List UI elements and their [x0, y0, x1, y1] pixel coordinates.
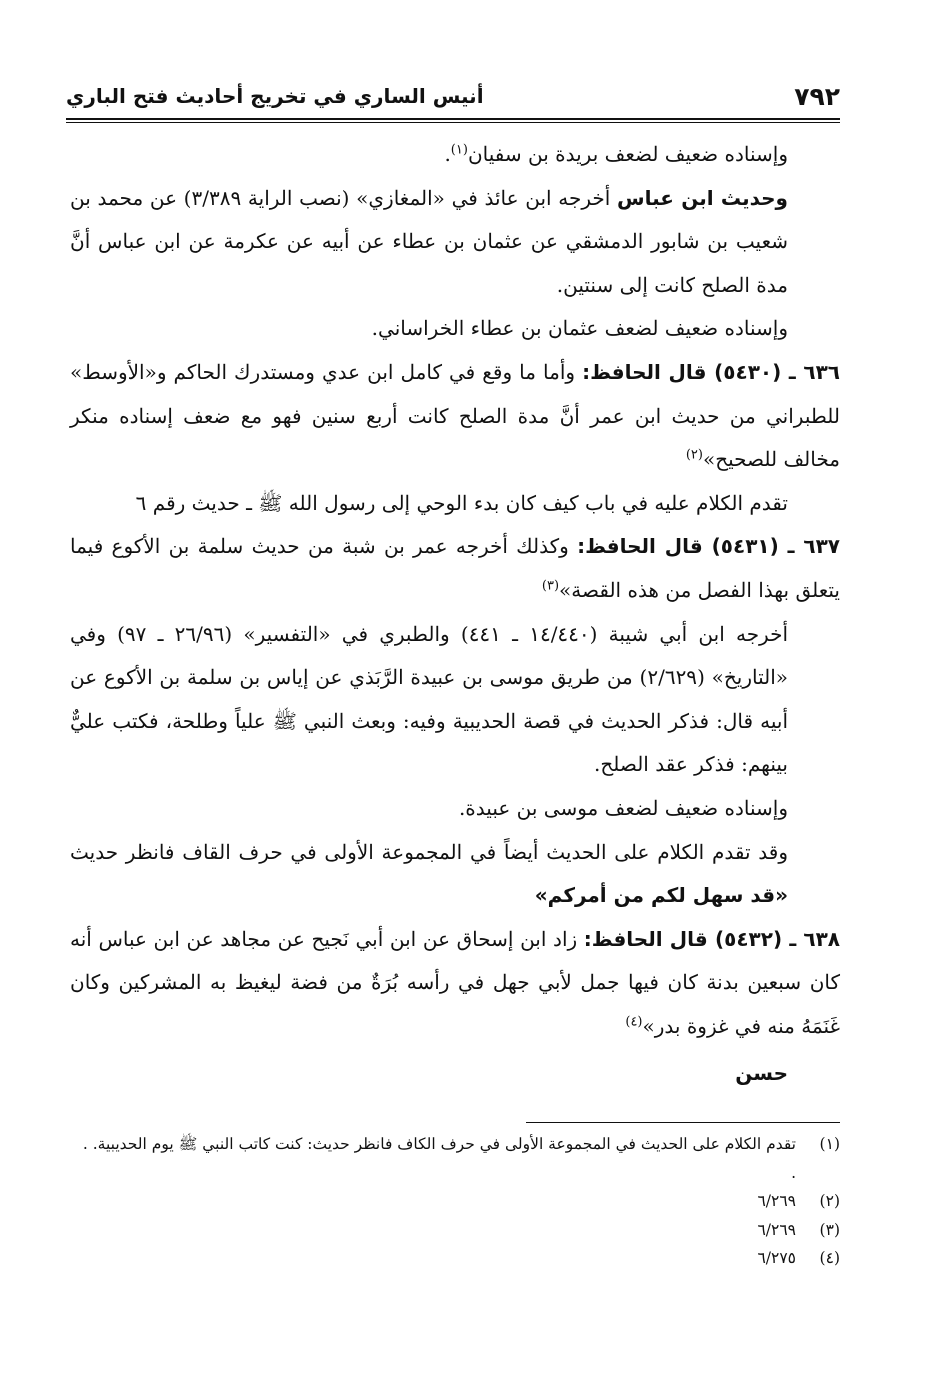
footnote-number: (٤) [819, 1249, 840, 1267]
paragraph: وحديث ابن عباس أخرجه ابن عائذ في «المغازي» (نصب الراية ٣/٣٨٩) عن محمد بن شعيب بن شابور الدمشقي عن عثمان بن عطاء عن أبيه عن عكرمة عن ابن عباس أنَّ مدة الصلح كانت إلى سنتين. [70, 185, 788, 297]
paragraph: وإسناده ضعيف لضعف موسى بن عبيدة. [458, 795, 788, 820]
footnote-ref[interactable]: (٤) [625, 1014, 643, 1030]
hadith-heading: ٦٣٨ ـ (٥٤٣٢) قال الحافظ: [583, 926, 840, 951]
cross-reference: «قد سهل لكم من أمركم» [534, 883, 788, 908]
paragraph: وقد تقدم الكلام على الحديث أيضاً في المجموعة الأولى في حرف القاف فانظر حديث «قد سهل لكم من أمركم» [70, 839, 788, 908]
footnote-number: (٣) [819, 1220, 840, 1239]
footnote [80, 1187, 840, 1216]
footnote-text: ٦/٢٦٩ [757, 1220, 796, 1239]
footnote-ref[interactable]: (١) [450, 142, 468, 158]
header-rule [66, 118, 840, 120]
hadith-grade: حسن [735, 1061, 788, 1086]
paragraph: تقدم الكلام عليه في باب كيف كان بدء الوحي إلى رسول الله ﷺ ـ حديث رقم ٦ [135, 490, 788, 515]
footnote-text: تقدم الكلام على الحديث في المجموعة الأولى في حرف الكاف فانظر حديث: كنت كاتب النبي ﷺ يوم الحديبية. . . [82, 1135, 796, 1182]
header-rule-thin [66, 122, 840, 123]
paragraph-lead: وحديث ابن عباس [617, 185, 788, 210]
footnote-text: ٦/٢٦٩ [757, 1192, 796, 1210]
footnote-number: (٢) [819, 1192, 840, 1210]
footnote-ref[interactable]: (٢) [685, 447, 703, 463]
main-text [70, 133, 840, 1116]
book-title: أنيس الساري في تخريج أحاديث فتح الباري [66, 84, 484, 108]
footnote [80, 1216, 840, 1245]
footnote-separator [526, 1122, 840, 1123]
running-header [66, 76, 840, 116]
footnote [80, 1130, 840, 1187]
hadith-heading: ٦٣٧ ـ (٥٤٣١) قال الحافظ: [577, 534, 841, 559]
paragraph: وإسناده ضعيف لضعف بريدة بن سفيان$^{(١)}$. [444, 142, 788, 166]
footnote-ref[interactable]: (٣) [541, 578, 560, 594]
paragraph: أخرجه ابن أبي شيبة (١٤/٤٤٠ ـ ٤٤١) والطبري في «التفسير» (٢٦/٩٦ ـ ٩٧) وفي «التاريخ» (٢/٦٢٩) من طريق موسى بن عبيدة الرَّبَذي عن إياس بن سلمة بن الأكوع عن أبيه قال: فذكر الحديث في قصة الحديبية وفيه: وبعث النبي ﷺ علياً وطلحة، فكتب عليٌّ بينهم: فذكر عقد الصلح. [70, 621, 789, 777]
page-number: ٧٩٢ [794, 81, 840, 111]
paragraph: وإسناده ضعيف لضعف عثمان بن عطاء الخراساني. [371, 316, 788, 341]
hadith-heading: ٦٣٦ ـ (٥٤٣٠) قال الحافظ: [582, 359, 840, 384]
footnote-text: ٦/٢٧٥ [757, 1249, 796, 1267]
hadith-entry: ٦٣٧ ـ (٥٤٣١) قال الحافظ: وكذلك أخرجه عمر بن شبة من حديث سلمة بن الأكوع فيما يتعلق بهذا الفصل من هذه القصة»$^{(٣)}$ [70, 534, 841, 602]
footnotes [80, 1130, 840, 1273]
hadith-entry: ٦٣٦ ـ (٥٤٣٠) قال الحافظ: وأما ما وقع في كامل ابن عدي ومستدرك الحاكم و«الأوسط» للطبراني من حديث ابن عمر أنَّ مدة الصلح كانت أربع سنين فهو مع ضعف إسناده منكر مخالف للصحيح»$^{(٢)}$ [70, 359, 840, 472]
hadith-entry: ٦٣٨ ـ (٥٤٣٢) قال الحافظ: زاد ابن إسحاق عن ابن أبي نَجيح عن مجاهد عن ابن عباس أنه كان سبعين بدنة كان فيها جمل لأبي جهل في رأسه بُرَةٌ من فضة ليغيظ به المشركين وكان غَنَمَهُ منه في غزوة بدر»$^{(٤)}$ [70, 926, 840, 1038]
footnote [80, 1244, 840, 1273]
footnote-number: (١) [819, 1135, 840, 1153]
